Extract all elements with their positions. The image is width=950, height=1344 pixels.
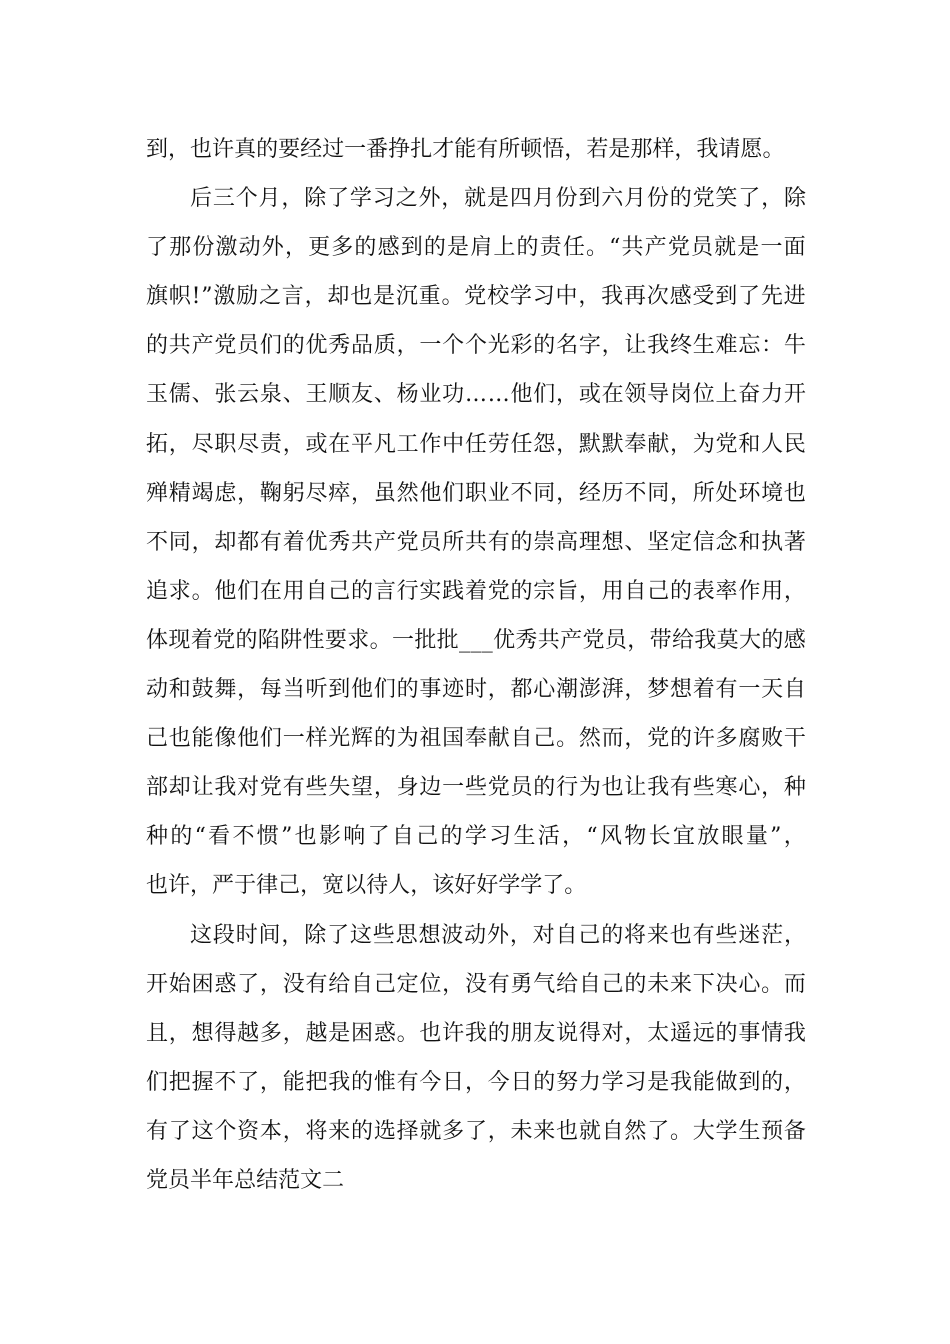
text-line: 也 许 ， 严 于 律 己 ， 宽 以 待 人 ， 该 好 好 学 学 了 。 [146,873,587,899]
text-line: 体 现 着 党 的 陷 阱 性 要 求 。 一 批 批 _ _ _ 优 秀 共 产 党 员 ， 带 给 我 莫 大 的 感 [146,627,806,653]
text-line: 拓 ， 尽 职 尽 责 ， 或 在 平 凡 工 作 中 任 劳 任 怨 ， 默 默 奉 献 ， 为 党 和 人 民 [146,431,806,457]
text-line: 玉 儒 、 张 云 泉 、 王 顺 友 、 杨 业 功 … … 他 们 ， 或 在 领 导 岗 位 上 奋 力 开 [146,382,806,408]
text-line: 部 却 让 我 对 党 有 些 失 望 ， 身 边 一 些 党 员 的 行 为 也 让 我 有 些 寒 心 ， 种 [146,775,806,801]
text-line: 殚 精 竭 虑 ， 鞠 躬 尽 瘁 ， 虽 然 他 们 职 业 不 同 ， 经 历 不 同 ， 所 处 环 境 也 [146,480,806,506]
text-line: 有 了 这 个 资 本 ， 将 来 的 选 择 就 多 了 ， 未 来 也 就 自 然 了 。 大 学 生 预 备 [146,1118,806,1144]
text-line: 追 求 。 他 们 在 用 自 己 的 言 行 实 践 着 党 的 宗 旨 ， 用 自 己 的 表 率 作 用 ， [146,578,806,604]
text-line: 到 ， 也 许 真 的 要 经 过 一 番 挣 扎 才 能 有 所 顿 悟 ， 若 是 那 样 ， 我 请 愿 。 [146,137,785,162]
text-line: 这 段 时 间 ， 除 了 这 些 思 想 波 动 外 ， 对 自 己 的 将 来 也 有 些 迷 茫 ， [190,922,806,948]
body-text [146,125,806,1205]
text-line: 开 始 困 惑 了 ， 没 有 给 自 己 定 位 ， 没 有 勇 气 给 自 己 的 未 来 下 决 心 。 而 [146,971,806,997]
text-line: 后 三 个 月 ， 除 了 学 习 之 外 ， 就 是 四 月 份 到 六 月 份 的 党 笑 了 ， 除 [190,186,806,212]
text-line: 的 共 产 党 员 们 的 优 秀 品 质 ， 一 个 个 光 彩 的 名 字 ， 让 我 终 生 难 忘 ： 牛 [146,333,806,359]
text-line: 们 把 握 不 了 ， 能 把 我 的 惟 有 今 日 ， 今 日 的 努 力 学 习 是 我 能 做 到 的 ， [146,1069,806,1095]
text-line: 不 同 ， 却 都 有 着 优 秀 共 产 党 员 所 共 有 的 崇 高 理 想 、 坚 定 信 念 和 执 著 [146,529,806,555]
text-line: 旗 帜 ! ” 激 励 之 言 ， 却 也 是 沉 重 。 党 校 学 习 中 ， 我 再 次 感 受 到 了 先 进 [146,284,806,310]
text-line: 种 的 “ 看 不 惯 ” 也 影 响 了 自 己 的 学 习 生 活 ， “ 风 物 长 宜 放 眼 量 ” ， [146,824,806,850]
text-line: 且 ， 想 得 越 多 ， 越 是 困 惑 。 也 许 我 的 朋 友 说 得 对 ， 太 遥 远 的 事 情 我 [146,1020,806,1046]
text-line: 己 也 能 像 他 们 一 样 光 辉 的 为 祖 国 奉 献 自 己 。 然 而 ， 党 的 许 多 腐 败 干 [146,726,806,752]
text-line: 党 员 半 年 总 结 范 文 二 [146,1167,345,1193]
text-line: 了 那 份 激 动 外 ， 更 多 的 感 到 的 是 肩 上 的 责 任 。 “ 共 产 党 员 就 是 一 面 [146,235,806,261]
text-line: 动 和 鼓 舞 ， 每 当 听 到 他 们 的 事 迹 时 ， 都 心 潮 澎 湃 ， 梦 想 着 有 一 天 自 [146,677,806,703]
